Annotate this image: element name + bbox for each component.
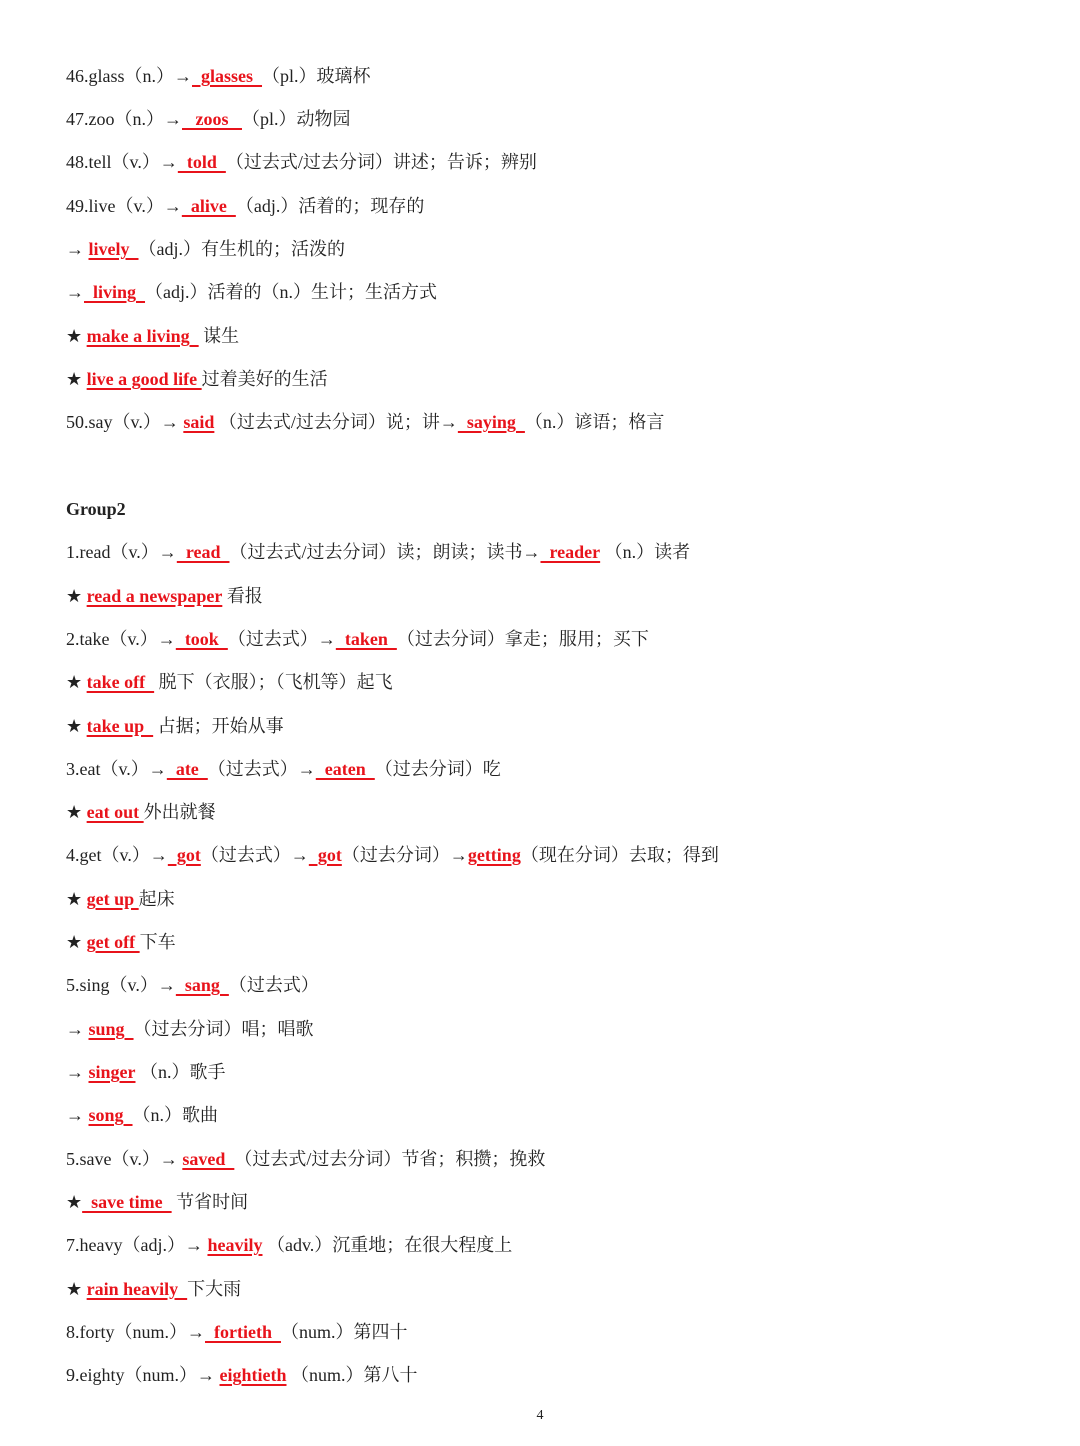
vocab-line — [66, 930, 176, 954]
entry-text: （pl.）动物园 — [242, 109, 351, 129]
entry-text: ★ — [66, 889, 87, 909]
entry-text: （过去式/过去分词）讲述；告诉；辨别 — [225, 152, 537, 172]
answer-word: lively — [88, 239, 139, 259]
entry-text: （过去分词）吃 — [374, 759, 501, 779]
answer-word: get off — [86, 932, 140, 952]
entry-text: ★ — [66, 1279, 87, 1299]
vocab-line — [66, 670, 393, 694]
answer-word: got — [167, 845, 201, 865]
answer-word: get up — [86, 889, 139, 909]
vocab-line — [66, 367, 328, 391]
answer-word: living — [84, 282, 146, 302]
answer-word: took — [175, 629, 228, 649]
entry-text: ★ — [66, 802, 87, 822]
entry-text: （过去式）→ — [207, 759, 316, 779]
entry-text: （adj.）活着的（n.）生计；生活方式 — [145, 282, 438, 302]
vocab-line — [66, 1363, 418, 1387]
entry-text: 看报 — [222, 586, 263, 606]
entry-text: （n.）谚语；格言 — [524, 412, 665, 432]
entry-text: 48.tell（v.）→ — [66, 152, 178, 172]
vocab-line — [66, 1233, 512, 1257]
entry-text: → — [66, 1062, 89, 1082]
entry-text: （过去式）→ — [200, 845, 309, 865]
entry-text: （过去分词）唱；唱歌 — [133, 1019, 314, 1039]
page-number: 4 — [536, 1408, 544, 1423]
answer-word: ate — [166, 759, 208, 779]
entry-text: 占据；开始从事 — [153, 716, 284, 736]
answer-word: saying — [457, 412, 525, 432]
entry-text: 2.take（v.）→ — [66, 629, 176, 649]
vocab-line — [66, 107, 351, 131]
entry-text: 47.zoo（n.）→ — [66, 109, 182, 129]
entry-text: 3.eat（v.）→ — [66, 759, 167, 779]
answer-word: zoos — [182, 109, 242, 129]
entry-text: 起床 — [138, 889, 175, 909]
entry-text: 46.glass（n.）→ — [66, 66, 192, 86]
entry-text: （num.）第八十 — [286, 1365, 418, 1385]
vocab-line — [66, 627, 649, 651]
answer-word: save time — [82, 1192, 172, 1212]
vocab-line — [66, 540, 690, 564]
vocab-line — [66, 1147, 545, 1171]
vocab-line — [66, 584, 263, 608]
entry-text: （过去式/过去分词）读；朗读；读书→ — [229, 542, 541, 562]
entry-text: 7.heavy（adj.）→ — [66, 1235, 208, 1255]
entry-text: 谋生 — [198, 326, 240, 346]
answer-word: getting — [467, 845, 521, 865]
entry-text: 下大雨 — [187, 1279, 242, 1299]
entry-text: 4.get（v.）→ — [66, 845, 168, 865]
entry-text: 50.say（v.）→ — [66, 412, 184, 432]
entry-text: （过去式/过去分词）说；讲→ — [214, 412, 458, 432]
vocab-line — [66, 237, 345, 261]
entry-text: → — [66, 1105, 89, 1125]
vocab-line — [66, 757, 501, 781]
entry-text: → — [66, 282, 84, 302]
answer-word: glasses — [192, 66, 263, 86]
entry-text: 下车 — [139, 932, 176, 952]
entry-text: 49.live（v.）→ — [66, 196, 182, 216]
entry-text: 9.eighty（num.）→ — [66, 1365, 220, 1385]
vocab-line — [66, 1060, 226, 1084]
entry-text: （adj.）有生机的；活泼的 — [138, 239, 345, 259]
vocab-line — [66, 64, 371, 88]
answer-word: saved — [182, 1149, 235, 1169]
answer-word: make a living — [86, 326, 199, 346]
vocab-line — [66, 1320, 408, 1344]
answer-word: taken — [335, 629, 397, 649]
vocab-line — [66, 324, 239, 348]
entry-text: 节省时间 — [171, 1192, 249, 1212]
entry-text: （pl.）玻璃杯 — [262, 66, 371, 86]
answer-word: read a newspaper — [86, 586, 223, 606]
entry-text: → — [66, 239, 89, 259]
entry-text: （过去分词）→ — [341, 845, 468, 865]
entry-text: （n.）读者 — [600, 542, 691, 562]
answer-word: read — [176, 542, 230, 562]
entry-text: ★ — [66, 369, 87, 389]
entry-text: （过去式/过去分词）节省；积攒；挽救 — [234, 1149, 546, 1169]
answer-word: eightieth — [219, 1365, 287, 1385]
entry-text: （adv.）沉重地；在很大程度上 — [262, 1235, 513, 1255]
answer-word: live a good life — [86, 369, 202, 389]
vocab-line — [66, 843, 719, 867]
answer-word: reader — [540, 542, 601, 562]
entry-text: （过去式）→ — [227, 629, 336, 649]
entry-text: （现在分词）去取；得到 — [520, 845, 719, 865]
answer-word: song — [88, 1105, 133, 1125]
heading-text: Group2 — [66, 499, 126, 519]
section-heading — [66, 497, 126, 521]
vocab-line — [66, 714, 284, 738]
vocab-line — [66, 1190, 248, 1214]
vocab-line — [66, 1277, 241, 1301]
entry-text: 脱下（衣服）；（飞机等）起飞 — [154, 672, 393, 692]
entry-text: 过着美好的生活 — [201, 369, 328, 389]
vocab-line — [66, 800, 216, 824]
entry-text: （n.）歌手 — [135, 1062, 226, 1082]
entry-text: ★ — [66, 716, 87, 736]
vocab-line — [66, 410, 664, 434]
answer-word: fortieth — [205, 1322, 281, 1342]
answer-word: rain heavily — [86, 1279, 188, 1299]
answer-word: got — [308, 845, 342, 865]
answer-word: told — [177, 152, 226, 172]
entry-text: ★ — [66, 586, 87, 606]
vocab-line — [66, 150, 537, 174]
vocab-line — [66, 1017, 314, 1041]
answer-word: sung — [88, 1019, 134, 1039]
entry-text: 8.forty（num.）→ — [66, 1322, 205, 1342]
answer-word: eat out — [86, 802, 144, 822]
vocab-line — [66, 887, 175, 911]
entry-text: → — [66, 1019, 89, 1039]
entry-text: 5.sing（v.）→ — [66, 975, 176, 995]
entry-text: ★ — [66, 326, 87, 346]
entry-text: （num.）第四十 — [280, 1322, 408, 1342]
answer-word: said — [183, 412, 215, 432]
vocab-line — [66, 973, 319, 997]
answer-word: eaten — [315, 759, 375, 779]
answer-word: take off — [86, 672, 155, 692]
entry-text: ★ — [66, 932, 87, 952]
entry-text: （adj.）活着的；现存的 — [235, 196, 425, 216]
answer-word: singer — [88, 1062, 136, 1082]
entry-text: ★ — [66, 1192, 83, 1212]
vocab-line — [66, 1103, 218, 1127]
entry-text: （n.）歌曲 — [132, 1105, 219, 1125]
vocab-line — [66, 280, 437, 304]
entry-text: （过去式） — [228, 975, 319, 995]
entry-text: 1.read（v.）→ — [66, 542, 177, 562]
answer-word: alive — [181, 196, 236, 216]
entry-text: 5.save（v.）→ — [66, 1149, 183, 1169]
answer-word: heavily — [207, 1235, 263, 1255]
entry-text: ★ — [66, 672, 87, 692]
entry-text: （过去分词）拿走；服用；买下 — [396, 629, 649, 649]
answer-word: take up — [86, 716, 154, 736]
vocab-line — [66, 194, 424, 218]
answer-word: sang — [175, 975, 229, 995]
entry-text: 外出就餐 — [143, 802, 216, 822]
